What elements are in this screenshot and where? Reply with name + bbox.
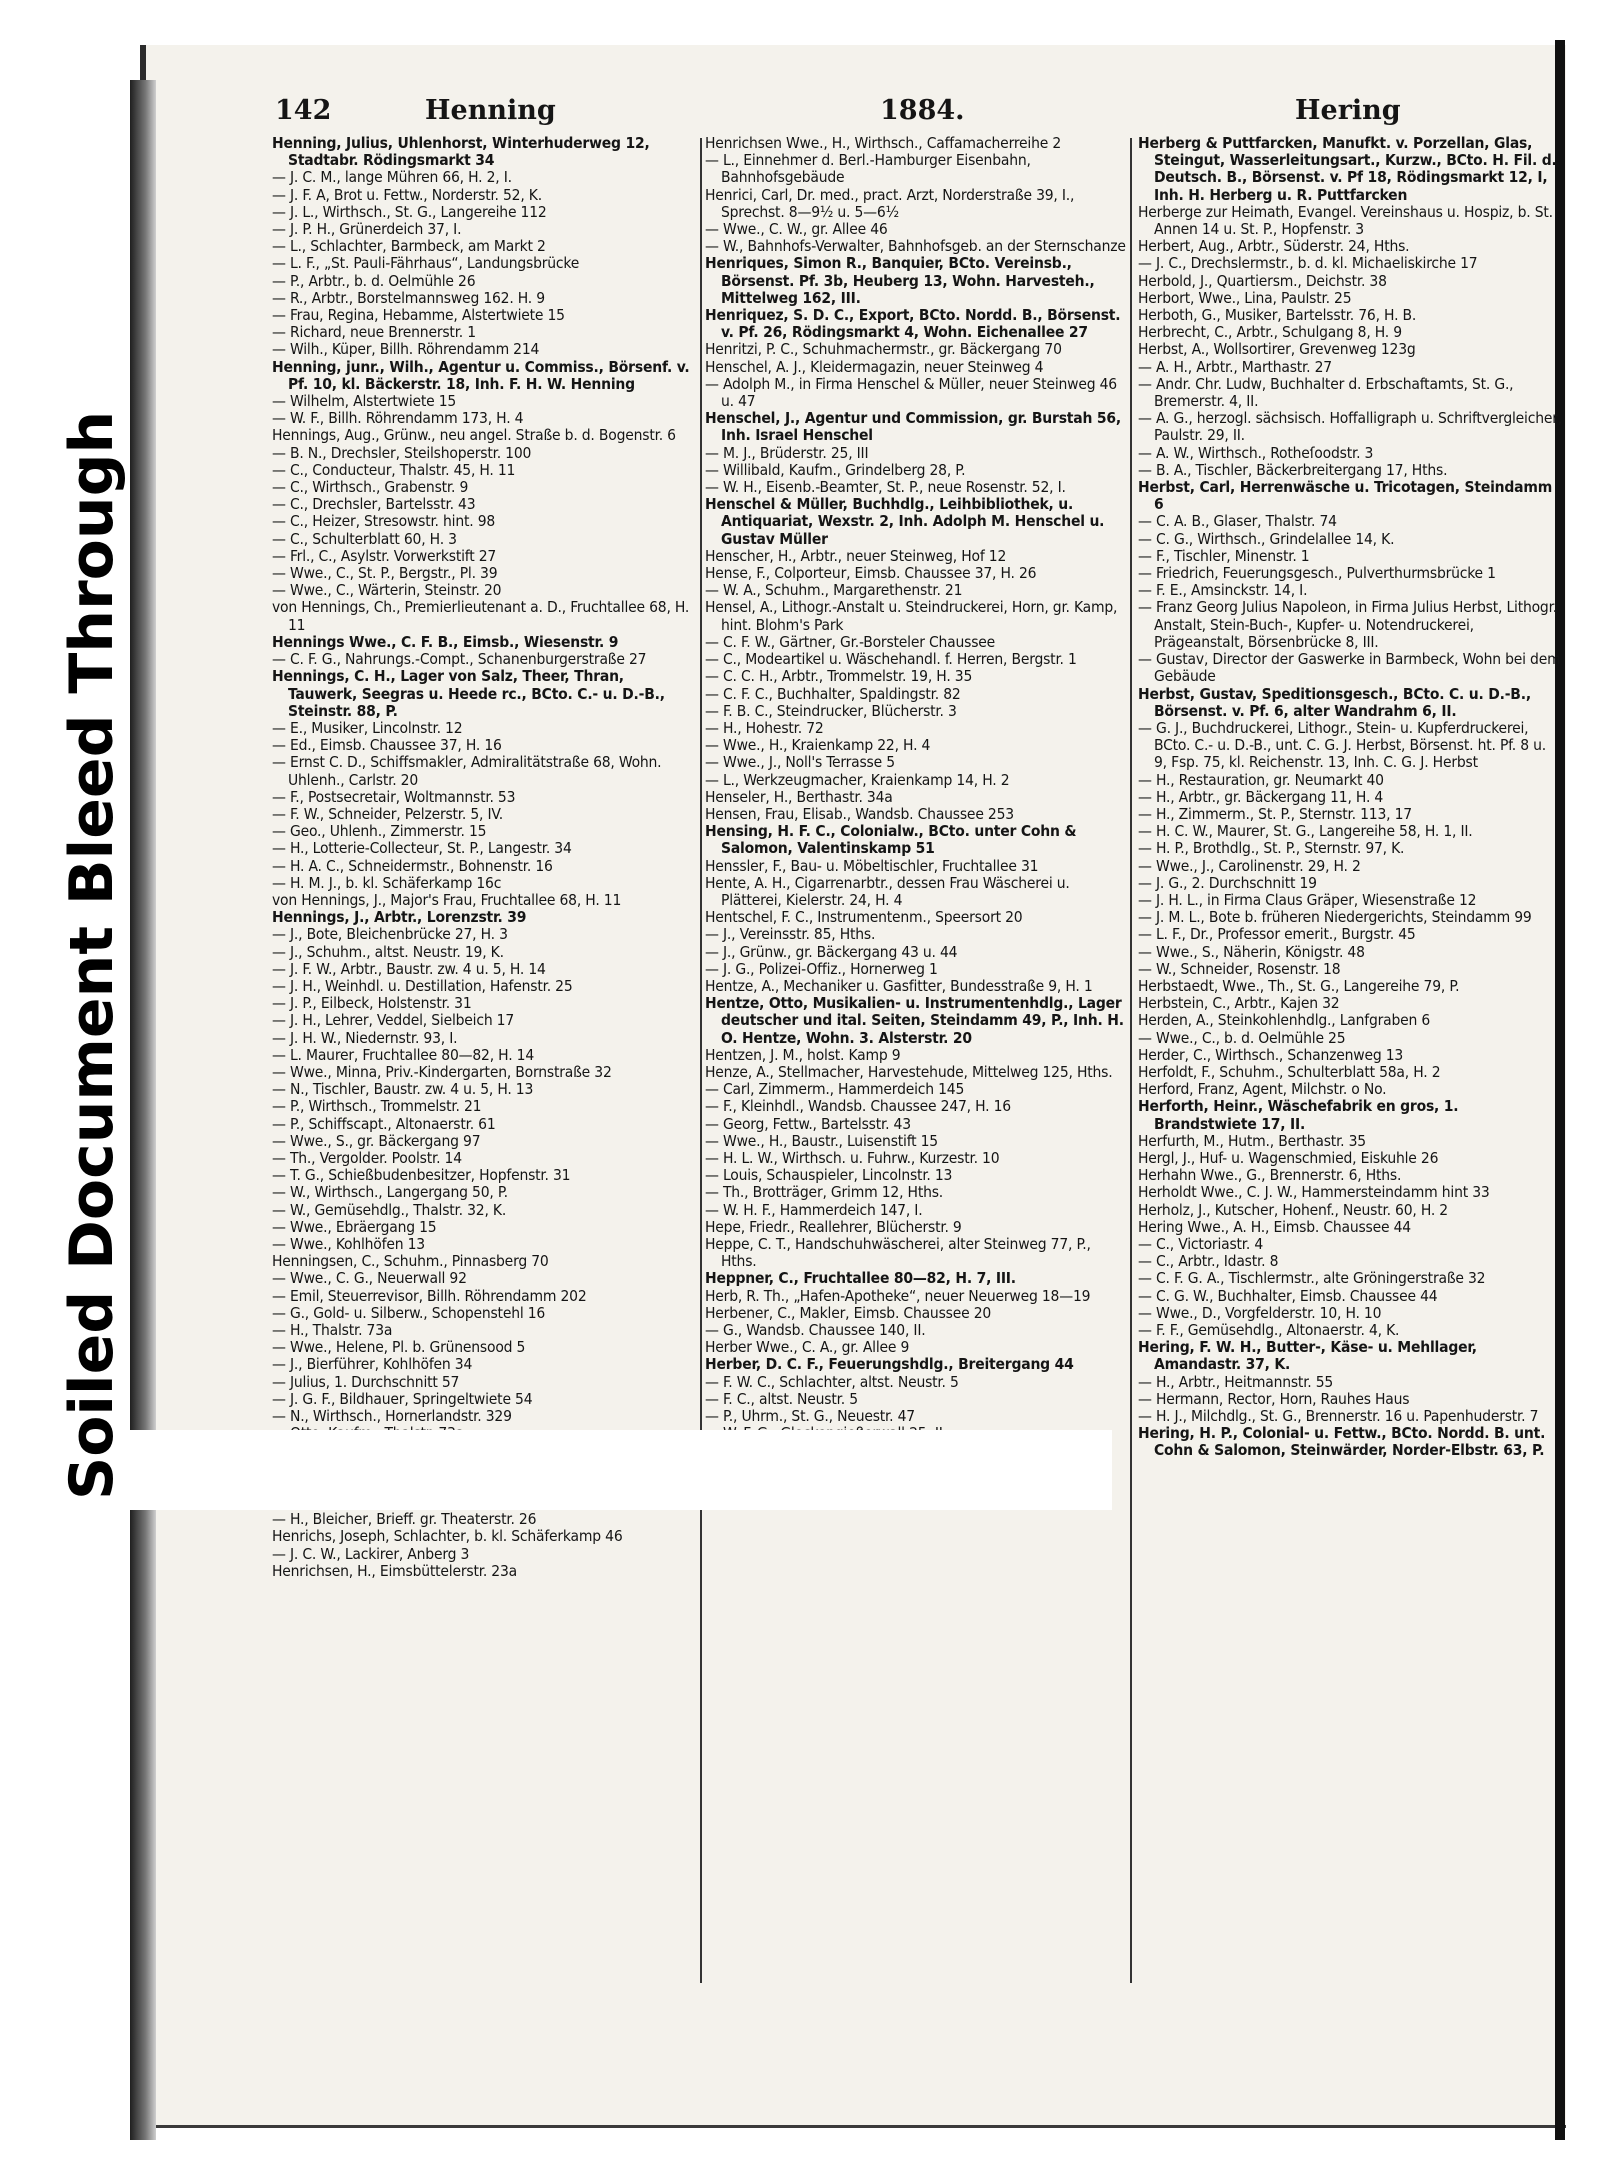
directory-entry: — F., Kleinhdl., Wandsb. Chaussee 247, H. 16 [705, 1097, 1011, 1116]
directory-entry: — C. F. C., Buchhalter, Spaldingstr. 82 [705, 684, 961, 703]
directory-entry: Herber, D. C. F., Feuerungshdlg., Breitergang 44 [705, 1355, 1074, 1374]
directory-entry: — B. N., Drechsler, Steilshoperstr. 100 [272, 443, 532, 462]
directory-entry: — G., Gold- u. Silberw., Schopenstehl 16 [272, 1303, 546, 1322]
directory-entry: Henrichsen Wwe., H., Wirthsch., Caffamacherreihe 2 [705, 134, 1061, 152]
running-header [275, 95, 1401, 135]
directory-entry: — P., Schiffscapt., Altonaerstr. 61 [272, 1114, 496, 1133]
directory-entry: — A. G., herzogl. sächsisch. Hoffalligraph u. Schriftvergleicher, Paulstr. 29, II. [1138, 409, 1562, 445]
directory-entry: Hering Wwe., A. H., Eimsb. Chaussee 44 [1138, 1217, 1411, 1236]
directory-entry: Henschel, J., Agentur und Commission, gr. Burstah 56, Inh. Israel Henschel [705, 409, 1121, 445]
directory-entry: — H., Thalstr. 73a [272, 1321, 393, 1340]
directory-entry: — H., Zimmerm., St. P., Sternstr. 113, 17 [1138, 804, 1412, 823]
directory-entry: — J. L., Wirthsch., St. G., Langereihe 112 [272, 202, 547, 221]
directory-entry: — J. G., 2. Durchschnitt 19 [1138, 873, 1317, 892]
directory-entry: Hergl, J., Huf- u. Wagenschmied, Eiskuhle 26 [1138, 1148, 1439, 1167]
directory-entry: — Wilhelm, Alstertwiete 15 [272, 392, 457, 411]
directory-entry: — L., Werkzeugmacher, Kraienkamp 14, H. 2 [705, 770, 1010, 789]
directory-entry: Herholdt Wwe., C. J. W., Hammersteindamm hint 33 [1138, 1183, 1490, 1202]
directory-entry: — F. E., Amsinckstr. 14, I. [1138, 581, 1308, 600]
directory-entry: — Wilh., Küper, Billh. Röhrendamm 214 [272, 340, 540, 359]
directory-entry: — Andr. Chr. Ludw, Buchhalter d. Erbschaftamts, St. G., Bremerstr. 4, II. [1138, 374, 1514, 411]
directory-entry: von Hennings, Ch., Premierlieutenant a. D., Fruchtallee 68, H. 11 [272, 598, 690, 634]
directory-entry: — Hermann, Rector, Horn, Rauhes Haus [1138, 1389, 1410, 1408]
directory-entry: — W. H. F., Hammerdeich 147, I. [705, 1200, 923, 1219]
directory-entry: Henschel, A. J., Kleidermagazin, neuer Steinweg 4 [705, 357, 1044, 376]
directory-entry: — Georg, Fettw., Bartelsstr. 43 [705, 1114, 911, 1133]
directory-entry: — C. F. G., Nahrungs.-Compt., Schanenburgerstraße 27 [272, 650, 647, 669]
directory-entry: — F., Tischler, Minenstr. 1 [1138, 546, 1310, 565]
directory-entry: Herbort, Wwe., Lina, Paulstr. 25 [1138, 288, 1352, 307]
directory-entry: Herb, R. Th., „Hafen-Apotheke“, neuer Neuerweg 18—19 [705, 1286, 1091, 1305]
directory-entry: — F. C., altst. Neustr. 5 [705, 1389, 858, 1408]
directory-entry: — J. H. L., in Firma Claus Gräper, Wiesenstraße 12 [1138, 890, 1477, 909]
header-left-word: Henning [425, 95, 556, 126]
directory-entry: — Julius, 1. Durchschnitt 57 [272, 1372, 460, 1391]
directory-entry: — H. L. W., Wirthsch. u. Fuhrw., Kurzestr. 10 [705, 1148, 1000, 1167]
directory-entry: — F. B. C., Steindrucker, Blücherstr. 3 [705, 701, 957, 720]
directory-entry: Herholz, J., Kutscher, Hohenf., Neustr. 60, H. 2 [1138, 1200, 1448, 1219]
directory-entry: Herber Wwe., C. A., gr. Allee 9 [705, 1338, 910, 1357]
directory-entry: — J., Grünw., gr. Bäckergang 43 u. 44 [705, 942, 958, 961]
directory-entry: — C., Wirthsch., Grabenstr. 9 [272, 478, 469, 497]
directory-entry: — F. W. C., Schlachter, altst. Neustr. 5 [705, 1372, 959, 1391]
directory-entry: — Wwe., Ebräergang 15 [272, 1217, 437, 1236]
directory-entry: — C. G. W., Buchhalter, Eimsb. Chaussee 44 [1138, 1286, 1438, 1305]
directory-entry: — W., Gemüsehdlg., Thalstr. 32, K. [272, 1200, 507, 1219]
directory-entry: — Wwe., C., St. P., Bergstr., Pl. 39 [272, 564, 498, 583]
directory-entry: — Wwe., Kohlhöfen 13 [272, 1235, 425, 1253]
directory-column-2 [705, 135, 1130, 1494]
directory-entry: — Th., Brotträger, Grimm 12, Hths. [705, 1183, 944, 1202]
header-year: 1884. [880, 95, 965, 126]
page-number: 142 [275, 95, 332, 126]
directory-entry: — L., Einnehmer d. Berl.-Hamburger Eisenbahn, Bahnhofsgebäude [705, 151, 1031, 187]
directory-entry: — N., Wirthsch., Hornerlandstr. 329 [272, 1407, 512, 1426]
directory-entry: — A. W., Wirthsch., Rotheſoodstr. 3 [1138, 443, 1374, 462]
directory-entry: — P., Arbtr., b. d. Oelmühle 26 [272, 271, 476, 290]
directory-entry: — H., Restauration, gr. Neumarkt 40 [1138, 770, 1384, 789]
directory-entry: Herbst, A., Wollsortirer, Grevenweg 123g [1138, 340, 1416, 359]
directory-entry: Hentschel, F. C., Instrumentenm., Speersort 20 [705, 908, 1023, 927]
directory-entry: Henningsen, C., Schuhm., Pinnasberg 70 [272, 1252, 549, 1271]
directory-entry: Herbold, J., Quartiersm., Deichstr. 38 [1138, 271, 1387, 290]
directory-entry: — W. F., Billh. Röhrendamm 173, H. 4 [272, 409, 524, 428]
directory-entry: — J., Bierführer, Kohlhöfen 34 [272, 1355, 473, 1374]
directory-entry: — Wwe., C. W., gr. Allee 46 [705, 220, 888, 239]
directory-entry: — R., Arbtr., Borstelmannsweg 162. H. 9 [272, 288, 545, 307]
directory-entry: — C. C. H., Arbtr., Trommelstr. 19, H. 35 [705, 667, 973, 686]
directory-entry: — H. P., Brothdlg., St. P., Sternstr. 97, K. [1138, 839, 1405, 858]
directory-entry: Herbstein, C., Arbtr., Kajen 32 [1138, 994, 1340, 1013]
directory-column-3 [1138, 135, 1563, 1460]
directory-entry: — H. A. C., Schneidermstr., Bohnenstr. 16 [272, 856, 553, 875]
directory-entry: — H., Bleicher, Brieff. gr. Theaterstr. 26 [272, 1510, 537, 1529]
directory-entry: — Carl, Zimmerm., Hammerdeich 145 [705, 1080, 965, 1099]
directory-entry: — C., Drechsler, Bartelsstr. 43 [272, 495, 476, 514]
directory-entry: — W., Wirthsch., Langergang 50, P. [272, 1183, 508, 1202]
directory-entry: — J. C., Drechslermstr., b. d. kl. Michaeliskirche 17 [1138, 254, 1478, 273]
directory-entry: Heppner, C., Fruchtallee 80—82, H. 7, III. [705, 1269, 1016, 1288]
directory-entry: — C. A. B., Glaser, Thalstr. 74 [1138, 512, 1337, 531]
directory-entry: — Emil, Steuerrevisor, Billh. Röhrendamm 202 [272, 1286, 587, 1305]
directory-entry: Hennings Wwe., C. F. B., Eimsb., Wiesenstr. 9 [272, 632, 619, 651]
directory-entry: — M. J., Brüderstr. 25, III [705, 443, 869, 462]
directory-entry: — Adolph M., in Firma Henschel & Müller, neuer Steinweg 46 u. 47 [705, 374, 1117, 411]
directory-entry: — J. P., Eilbeck, Holstenstr. 31 [272, 994, 472, 1013]
directory-entry: — P., Wirthsch., Trommelstr. 21 [272, 1097, 482, 1116]
directory-entry: Herder, C., Wirthsch., Schanzenweg 13 [1138, 1045, 1404, 1064]
directory-entry: Herden, A., Steinkohlenhdlg., Lanfgraben 6 [1138, 1011, 1431, 1030]
directory-entry: — C., Victoriastr. 4 [1138, 1235, 1264, 1253]
directory-entry: — Wwe., H., Baustr., Luisenstift 15 [705, 1131, 938, 1150]
directory-entry: — Wwe., S., Näherin, Königstr. 48 [1138, 942, 1365, 961]
directory-entry: von Hennings, J., Major's Frau, Fruchtallee 68, H. 11 [272, 890, 622, 909]
directory-entry: Herbst, Gustav, Speditionsgesch., BCto. C. u. D.-B., Börsenst. v. Pf. 6, alter Wandrahm 6, II. [1138, 684, 1531, 720]
directory-entry: — Richard, neue Brennerstr. 1 [272, 323, 476, 342]
directory-entry: — Wwe., D., Vorgfelderstr. 10, H. 10 [1138, 1303, 1382, 1322]
directory-entry: — Frau, Regina, Hebamme, Alstertwiete 15 [272, 306, 565, 325]
directory-entry: — G. J., Buchdruckerei, Lithogr., Stein- u. Kupferdruckerei, BCto. C.- u. D.-B., unt. C. G. J. Herbst, Börsenst. ht. Pf. 8 u. 9, Fsp. 75, kl. Reichenstr. 13, Inh. C. G. J. Herbst [1138, 718, 1546, 772]
directory-entry: — W. A., Schuhm., Margarethenstr. 21 [705, 581, 963, 600]
directory-entry: Henrichs, Joseph, Schlachter, b. kl. Schäferkamp 46 [272, 1527, 623, 1546]
directory-entry: Herhahn Wwe., G., Brennerstr. 6, Hths. [1138, 1166, 1402, 1185]
directory-entry: Henrici, Carl, Dr. med., pract. Arzt, Norderstraße 39, I., Sprechst. 8—9½ u. 5—6½ [705, 185, 1075, 221]
directory-entry: — J., Bote, Bleichenbrücke 27, H. 3 [272, 925, 508, 944]
directory-entry: — J. G., Polizei-Offiz., Hornerweg 1 [705, 959, 938, 978]
directory-entry: — F. W., Schneider, Pelzerstr. 5, IV. [272, 804, 503, 823]
directory-column-1 [272, 135, 697, 1580]
directory-entry: Herfurth, M., Hutm., Berthastr. 35 [1138, 1131, 1366, 1150]
directory-entry: — C., Heizer, Stresowstr. hint. 98 [272, 512, 496, 531]
directory-entry: Herberge zur Heimath, Evangel. Vereinshaus u. Hospiz, b. St. Annen 14 u. St. P., Hopfenstr. 3 [1138, 202, 1553, 239]
directory-entry: Hense, F., Colporteur, Eimsb. Chaussee 37, H. 26 [705, 564, 1037, 583]
directory-entry: — B. A., Tischler, Bäckerbreitergang 17, Hths. [1138, 460, 1448, 479]
directory-entry: — J. F. A, Brot u. Fettw., Norderstr. 52, K. [272, 185, 542, 204]
directory-entry: — Wwe., J., Carolinenstr. 29, H. 2 [1138, 856, 1361, 875]
directory-entry: — N., Tischler, Baustr. zw. 4 u. 5, H. 13 [272, 1080, 534, 1099]
directory-entry: — Wwe., Minna, Priv.-Kindergarten, Bornstraße 32 [272, 1062, 612, 1081]
directory-entry: — L. F., „St. Pauli-Fährhaus“, Landungsbrücke [272, 254, 580, 273]
header-right-word: Hering [1295, 95, 1401, 126]
directory-entry: — H., Hohestr. 72 [705, 718, 824, 737]
directory-entry: — J., Vereinsstr. 85, Hths. [705, 925, 876, 944]
directory-entry: Hensing, H. F. C., Colonialw., BCto. unter Cohn & Salomon, Valentinskamp 51 [705, 822, 1077, 858]
directory-entry: Herboth, G., Musiker, Bartelsstr. 76, H. B. [1138, 306, 1417, 325]
directory-entry: — J. H., Lehrer, Veddel, Sielbeich 17 [272, 1011, 515, 1030]
directory-entry: — J. H., Weinhdl. u. Destillation, Hafenstr. 25 [272, 976, 573, 995]
directory-entry: — A. H., Arbtr., Marthastr. 27 [1138, 357, 1332, 376]
directory-entry: — J. M. L., Bote b. früheren Niedergerichts, Steindamm 99 [1138, 908, 1532, 927]
directory-entry: Henritzi, P. C., Schuhmachermstr., gr. Bäckergang 70 [705, 340, 1062, 359]
directory-entry: — W. H., Eisenb.-Beamter, St. P., neue Rosenstr. 52, I. [705, 478, 1066, 497]
directory-entry: — J. C. W., Lackirer, Anberg 3 [272, 1544, 470, 1563]
column-divider [700, 138, 702, 1983]
directory-entry: Henriques, Simon R., Banquier, BCto. Vereinsb., Börsenst. Pf. 3b, Heuberg 13, Wohn. Harvesteh., Mittelweg 162, III. [705, 254, 1095, 307]
directory-entry: Henriquez, S. D. C., Export, BCto. Nordd. B., Börsenst. v. Pf. 26, Rödingsmarkt 4, Wohn. Eichenallee 27 [705, 306, 1121, 342]
directory-entry: — H. M. J., b. kl. Schäferkamp 16c [272, 873, 502, 892]
directory-entry: — Frl., C., Asylstr. Vorwerkstift 27 [272, 546, 497, 565]
directory-entry: Henscher, H., Arbtr., neuer Steinweg, Hof 12 [705, 546, 1007, 565]
directory-entry: Henssler, F., Bau- u. Möbeltischler, Fruchtallee 31 [705, 856, 1039, 875]
directory-entry: Hering, F. W. H., Butter-, Käse- u. Mehllager, Amandastr. 37, K. [1138, 1338, 1477, 1374]
directory-entry: — C., Modeartikel u. Wäschehandl. f. Herren, Bergstr. 1 [705, 650, 1077, 669]
directory-entry: — C. F. W., Gärtner, Gr.-Borsteler Chaussee [705, 632, 996, 651]
directory-entry: — J. H. W., Niedernstr. 93, I. [272, 1028, 458, 1047]
directory-entry: Heppe, C. T., Handschuhwäscherei, alter Steinweg 77, P., Hths. [705, 1235, 1091, 1271]
directory-entry: Henning, Julius, Uhlenhorst, Winterhuderweg 12, Stadtabr. Rödingsmarkt 34 [272, 134, 650, 170]
directory-entry: — Wwe., C. G., Neuerwall 92 [272, 1269, 467, 1288]
directory-entry: Hensen, Frau, Elisab., Wandsb. Chaussee 253 [705, 804, 1014, 823]
directory-entry: — G., Wandsb. Chaussee 140, II. [705, 1321, 926, 1340]
directory-entry: Herberg & Puttfarcken, Manufkt. v. Porzellan, Glas, Steingut, Wasserleitungsart., Kurzw., BCto. H. Fil. d. Deutsch. B., Börsenst. v. Pf 18, Rödingsmarkt 12, I, Inh. H. Herberg u. R. Puttfarcken [1138, 134, 1557, 204]
directory-entry: Henseler, H., Berthastr. 34a [705, 787, 893, 806]
column-divider [1130, 138, 1132, 1983]
watermark-text: Soiled Document Bleed Through [57, 410, 127, 1500]
directory-entry: — J. G. F., Bildhauer, Springeltwiete 54 [272, 1389, 533, 1408]
directory-entry: — L. Maurer, Fruchtallee 80—82, H. 14 [272, 1045, 534, 1064]
directory-entry: — C. G., Wirthsch., Grindelallee 14, K. [1138, 529, 1395, 548]
directory-entry: — E., Musiker, Lincolnstr. 12 [272, 718, 463, 737]
directory-entry: — P., Uhrm., St. G., Neuestr. 47 [705, 1407, 915, 1426]
directory-entry: Herfoldt, F., Schuhm., Schulterblatt 58a, H. 2 [1138, 1062, 1441, 1081]
directory-entry: Hennings, J., Arbtr., Lorenzstr. 39 [272, 908, 527, 927]
directory-entry: Henrichsen, H., Eimsbüttelerstr. 23a [272, 1561, 517, 1580]
directory-entry: — L., Schlachter, Barmbeck, am Markt 2 [272, 237, 546, 256]
directory-entry: — J. P. H., Grünerdeich 37, I. [272, 220, 462, 239]
directory-entry: — Franz Georg Julius Napoleon, in Firma Julius Herbst, Lithogr. Anstalt, Stein-Buch-, Kupfer- u. Notendruckerei, Prägeanstalt, Börsenbrücke 8, III. [1138, 598, 1557, 651]
directory-entry: Hepe, Friedr., Reallehrer, Blücherstr. 9 [705, 1217, 962, 1236]
directory-entry: — Wwe., Helene, Pl. b. Grünensood 5 [272, 1338, 526, 1357]
directory-entry: — H., Arbtr., Heitmannstr. 55 [1138, 1372, 1334, 1391]
directory-entry: — Louis, Schauspieler, Lincolnstr. 13 [705, 1166, 953, 1185]
directory-entry: Herbrecht, C., Arbtr., Schulgang 8, H. 9 [1138, 323, 1402, 342]
directory-entry: — Willibald, Kaufm., Grindelberg 28, P. [705, 460, 966, 479]
directory-entry: Henning, junr., Wilh., Agentur u. Commiss., Börsenf. v. Pf. 10, kl. Bäckerstr. 18, Inh. F. H. W. Henning [272, 357, 690, 393]
page-binding-edge [130, 80, 156, 2140]
directory-entry: — Th., Vergolder. Poolstr. 14 [272, 1148, 462, 1167]
directory-entry: Hennings, Aug., Grünw., neu angel. Straße b. d. Bogenstr. 6 [272, 426, 676, 445]
directory-entry: — Wwe., C., b. d. Oelmühle 25 [1138, 1028, 1346, 1047]
directory-entry: — Wwe., C., Wärterin, Steinstr. 20 [272, 581, 502, 600]
directory-entry: Herbstaedt, Wwe., Th., St. G., Langereihe 79, P. [1138, 976, 1460, 995]
directory-entry: Hentzen, J. M., holst. Kamp 9 [705, 1045, 901, 1064]
directory-entry: — Wwe., S., gr. Bäckergang 97 [272, 1131, 481, 1150]
directory-entry: — Ernst C. D., Schiffsmakler, Admiralitätstraße 68, Wohn. Uhlenh., Carlstr. 20 [272, 753, 662, 789]
directory-entry: — L. F., Dr., Professor emerit., Burgstr. 45 [1138, 925, 1416, 944]
directory-entry: — Wwe., H., Kraienkamp 22, H. 4 [705, 736, 931, 755]
directory-entry: Herforth, Heinr., Wäschefabrik en gros, 1. Brandstwiete 17, II. [1138, 1097, 1459, 1133]
directory-entry: Herbener, C., Makler, Eimsb. Chaussee 20 [705, 1303, 992, 1322]
directory-entry: — C. F. G. A., Tischlermstr., alte Gröningerstraße 32 [1138, 1269, 1486, 1288]
directory-entry: — Friedrich, Feuerungsgesch., Pulverthurmsbrücke 1 [1138, 564, 1496, 583]
directory-entry: — C., Arbtr., Idastr. 8 [1138, 1252, 1279, 1271]
directory-entry: Hentze, A., Mechaniker u. Gasfitter, Bundesstraße 9, H. 1 [705, 976, 1093, 995]
directory-entry: — Geo., Uhlenh., Zimmerstr. 15 [272, 822, 487, 841]
directory-entry: — Gustav, Director der Gaswerke in Barmbeck, Wohn bei dem Gebäude [1138, 650, 1561, 686]
directory-entry: Hensel, A., Lithogr.-Anstalt u. Steindruckerei, Horn, gr. Kamp, hint. Blohm's Park [705, 598, 1118, 634]
directory-entry: Herford, Franz, Agent, Milchstr. o No. [1138, 1080, 1387, 1099]
directory-entry: — J. F. W., Arbtr., Baustr. zw. 4 u. 5, H. 14 [272, 959, 546, 978]
directory-entry: Herbst, Carl, Herrenwäsche u. Tricotagen, Steindamm 6 [1138, 478, 1553, 514]
directory-entry: — H. J., Milchdlg., St. G., Brennerstr. 16 u. Papenhuderstr. 7 [1138, 1407, 1539, 1426]
directory-entry: Hente, A. H., Cigarrenarbtr., dessen Frau Wäscherei u. Plätterei, Kielerstr. 24, H. 4 [705, 873, 1070, 909]
directory-entry: — Ed., Eimsb. Chaussee 37, H. 16 [272, 736, 502, 755]
directory-entry: Henze, A., Stellmacher, Harvestehude, Mittelweg 125, Hths. [705, 1062, 1113, 1081]
directory-entry: — F., Postsecretair, Woltmannstr. 53 [272, 787, 516, 806]
directory-entry: — F. F., Gemüsehdlg., Altonaerstr. 4, K. [1138, 1321, 1400, 1340]
directory-entry: — W., Bahnhofs-Verwalter, Bahnhofsgeb. an der Sternschanze [705, 237, 1126, 256]
directory-entry: — H., Lotterie-Collecteur, St. P., Langestr. 34 [272, 839, 572, 858]
directory-entry: — J. C. M., lange Mühren 66, H. 2, I. [272, 168, 512, 187]
directory-entry: Henschel & Müller, Buchhdlg., Leihbibliothek, u. Antiquariat, Wexstr. 2, Inh. Adolph M. Henschel u. Gustav Müller [705, 495, 1105, 548]
directory-entry: — W., Schneider, Rosenstr. 18 [1138, 959, 1341, 978]
directory-entry: — Wwe., J., Noll's Terrasse 5 [705, 753, 895, 772]
directory-entry: Hennings, C. H., Lager von Salz, Theer, Thran, Tauwerk, Seegras u. Heede rc., BCto. C.- u. D.-B., Steinstr. 88, P. [272, 667, 665, 720]
directory-entry: — J., Schuhm., altst. Neustr. 19, K. [272, 942, 504, 961]
directory-entry: — H. C. W., Maurer, St. G., Langereihe 58, H. 1, II. [1138, 822, 1473, 841]
directory-entry: — T. G., Schießbudenbesitzer, Hopfenstr. 31 [272, 1166, 571, 1185]
directory-entry: — C., Schulterblatt 60, H. 3 [272, 529, 457, 548]
directory-entry: Hering, H. P., Colonial- u. Fettw., BCto. Nordd. B. unt. Cohn & Salomon, Steinwärder, Norder-Elbstr. 63, P. [1138, 1424, 1546, 1460]
directory-entry: Herbert, Aug., Arbtr., Süderstr. 24, Hths. [1138, 237, 1410, 256]
directory-entry: — C., Conducteur, Thalstr. 45, H. 11 [272, 460, 516, 479]
directory-entry: Hentze, Otto, Musikalien- u. Instrumentenhdlg., Lager deutscher und ital. Seiten, Steindamm 49, P., Inh. H. O. Hentze, Wohn. 3. Alsterstr. 20 [705, 994, 1124, 1047]
directory-entry: — H., Arbtr., gr. Bäckergang 11, H. 4 [1138, 787, 1384, 806]
